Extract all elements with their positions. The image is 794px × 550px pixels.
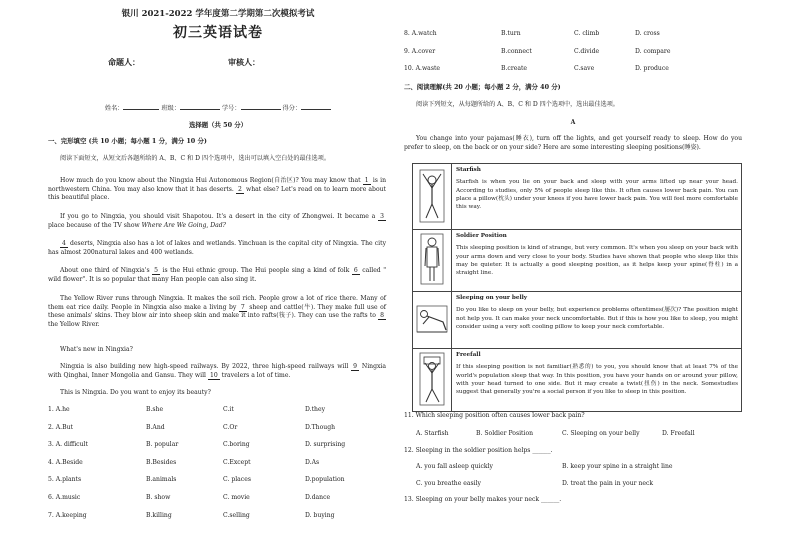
passage-intro: You change into your pajamas(睡衣), turn off the lights, and get yourself ready to sleep. How do you prefer to sleep, on the back or on your side? Here are some interesting sleeping positions(睡姿). (404, 135, 742, 151)
q11-option-a[interactable]: A. Starfish (416, 430, 449, 437)
position-row-freefall (413, 349, 741, 411)
score-field[interactable] (301, 103, 331, 110)
answer-option[interactable]: B.she (146, 406, 164, 413)
q12-option-d[interactable]: D. treat the pain in your neck (562, 480, 654, 487)
answer-option[interactable]: 4. A.Beside (48, 458, 83, 466)
position-name: Freefall (456, 352, 481, 358)
position-row-starfish (413, 164, 741, 230)
cloze-paragraph-4: About one third of Ningxia's 5 is the Hui ethnic group. The Hui people sing a kind of folk 6 called " wild flower". It is so popular that many Han people can also sing it. (48, 267, 387, 283)
q11-option-c[interactable]: C. Sleeping on your belly (562, 430, 640, 437)
answer-option[interactable]: C.save (574, 65, 595, 72)
answer-option[interactable]: B.killing (146, 511, 172, 519)
position-text: This sleeping position is kind of strange, but very common. It's when you sleep on your back with your arms down and very close to your body. Studies have shown that people who sleep like this may be quieter. It is actually a good sleeping position, as it helps keep your spine(脊柱) in a straight line. (456, 245, 738, 277)
q12-option-b[interactable]: B. keep your spine in a straight line (562, 463, 673, 470)
left-column (48, 0, 388, 550)
answer-option[interactable]: B. popular (146, 441, 179, 449)
answer-option[interactable]: D. surprising (305, 441, 346, 449)
exam-name: 初三英语试卷 (173, 25, 263, 41)
sleeping-positions-table (412, 163, 742, 412)
answer-option[interactable]: D.population (305, 476, 345, 484)
answer-option[interactable]: 3. A. difficult (48, 441, 88, 449)
cloze-paragraph-6: What's new in Ningxia? (60, 346, 133, 353)
answer-option[interactable]: D.Though (305, 423, 336, 431)
blank-5: 5 (154, 267, 158, 274)
starfish-sleeper-icon (413, 164, 452, 229)
question-11: 11. Which sleeping position often causes lower back pain? (404, 412, 585, 419)
cloze-title: 一、完形填空 (共 10 小题；每小题 1 分，满分 10 分) (48, 137, 207, 145)
setter-reviewer (108, 57, 368, 68)
answer-option[interactable]: B.turn (501, 30, 521, 37)
cloze-paragraph-5: The Yellow River runs through Ningxia. It makes the soil rich. People grow a lot of rice there. Many of them eat rice daily. People in Ningxia also make a living by 7 sheep and cattle(牛). They make full use of these animals' skins. They blow air into sheep skin and make it into rafts(筏子). They can use the rafts to 8 the Yellow River. (48, 295, 386, 328)
blank-7: 7 (240, 303, 245, 311)
question-13: 13. Sleeping on your belly makes your neck ______. (404, 496, 562, 503)
position-text: If this sleeping position is not familiar(熟悉的) to you, you should know that at least 7% of the world's population sleep that way. In this position, you have your hands on or around your pillow, with your head turned to one side. But it may create a twist(扭伤) in the neck. Somestudies suggest that generally you're a social person if you like to sleep in this position. (456, 364, 738, 396)
cloze-instruction: 阅读下面短文，从短文后各题所给的 A、B、C 和 D 四个选项中，选出可以填入空白处的最佳选项。 (60, 155, 330, 162)
answer-option[interactable]: D. cross (635, 30, 660, 37)
answer-option[interactable]: C.Or (223, 423, 238, 431)
q12-option-a[interactable]: A. you fall asleep quickly (416, 463, 494, 470)
answer-option[interactable]: C.divide (574, 47, 600, 55)
position-text: Starfish is when you lie on your back and sleep with your arms lifted up near your head. According to studies, only 5% of people sleep like this. It often causes lower back pain. You can place a pillow(枕头) under your knees if you have lower back pain. You will feel more comfortable this way. (456, 179, 738, 211)
answer-option[interactable]: B.connect (501, 47, 532, 55)
answer-option[interactable]: 5. A.plants (48, 476, 82, 484)
cloze-paragraph-8: This is Ningxia. Do you want to enjoy its beauty? (60, 389, 211, 396)
name-field[interactable] (123, 103, 159, 110)
answer-option[interactable]: 1. A.he (48, 406, 70, 413)
answer-option[interactable]: C.Except (223, 458, 251, 466)
answer-option[interactable]: D.dance (305, 494, 331, 501)
student-info-line: 姓名： 班级： 学号： 得分： (48, 103, 388, 114)
position-row-soldier (413, 230, 741, 292)
position-name: Starfish (456, 167, 481, 173)
blank-3: 3 (380, 213, 384, 220)
reviewer-label: 审核人： (228, 57, 260, 67)
answer-option[interactable]: D.As (305, 458, 320, 466)
belly-sleeper-icon (413, 292, 452, 348)
answer-option[interactable]: D.they (305, 406, 326, 413)
answer-option[interactable]: B. show (146, 494, 171, 501)
answer-option[interactable]: B.animals (146, 476, 177, 484)
blank-9: 9 (353, 363, 358, 370)
answer-option[interactable]: B.Besides (146, 458, 177, 466)
blank-4: 4 (62, 240, 66, 247)
position-name: Sleeping on your belly (456, 295, 528, 301)
cloze-paragraph-2: If you go to Ningxia, you should visit Shapotou. It's a desert in the city of Zhongwei. It became a 3 place because of the TV show Where Are We Going, Dad? (48, 213, 384, 229)
answer-option[interactable]: 6. A.music (48, 494, 81, 501)
q11-option-b[interactable]: B. Soldier Position (476, 430, 534, 437)
answer-option[interactable]: C. movie (223, 494, 250, 501)
answer-option[interactable]: C.boring (223, 441, 250, 449)
answer-option[interactable]: 8. A.watch (404, 30, 437, 37)
freefall-sleeper-icon (413, 349, 452, 411)
answer-option[interactable]: B.create (501, 65, 528, 72)
answer-option[interactable]: C.it (223, 406, 234, 413)
q12-option-c[interactable]: C. you breathe easily (416, 480, 481, 487)
passage-label: A (570, 119, 576, 126)
answer-option[interactable]: 7. A.keeping (48, 511, 87, 519)
student-id-field[interactable] (241, 103, 281, 110)
exam-school-title: 银川 2021-2022 学年度第二学期第二次模拟考试 (121, 9, 315, 19)
answer-option[interactable]: D. buying (305, 511, 335, 519)
cloze-paragraph-3: 4 deserts, Ningxia also has a lot of lakes and wetlands. Yinchuan is the capital city of Ningxia. The city has almost 200natural lakes and 400 wetlands. (48, 240, 387, 256)
class-field[interactable] (180, 103, 220, 110)
answer-option[interactable]: D. compare (635, 47, 671, 55)
right-column (404, 0, 744, 550)
question-12: 12. Sleeping in the soldier position helps ______. (404, 447, 553, 454)
reading-title: 二、阅读理解(共 20 小题；每小题 2 分，满分 40 分) (404, 83, 561, 91)
answer-option[interactable]: 2. A.But (48, 423, 73, 431)
answer-option[interactable]: 9. A.cover (404, 47, 436, 55)
answer-option[interactable]: C. climb (574, 30, 600, 37)
blank-8: 8 (380, 312, 384, 320)
answer-option[interactable]: C.selling (223, 511, 250, 519)
choice-section-title: 选择题（共 50 分） (188, 121, 248, 129)
reading-instruction: 阅读下列短文，从每题所给的 A、B、C 和 D 四个选项中，选出最佳选项。 (416, 101, 619, 108)
soldier-sleeper-icon (413, 230, 452, 291)
position-text: Do you like to sleep on your belly, but experience problems oftentimes(屡次)? The position might not help you. It can make your neck uncomfortable. But if this is how you like to sleep, you might consider using a very soft cooling pillow to keep your neck comfortable. (456, 307, 738, 330)
setter-label: 命题人： (108, 57, 140, 67)
blank-2: 2 (238, 185, 242, 193)
answer-option[interactable]: C. places (223, 476, 251, 484)
cloze-paragraph-7: Ningxia is also building new high-speed railways. By 2022, three high-speed railways will 9 Ningxia with Qinghai, Inner Mongolia and Gansu. They will 10 travelers a lot of time. (48, 363, 387, 379)
position-row-belly (413, 292, 741, 349)
blank-1: 1 (364, 177, 369, 184)
answer-option[interactable]: B.And (146, 423, 165, 431)
blank-10: 10 (209, 371, 218, 379)
cloze-paragraph-1: How much do you know about the Ningxia Hui Autonomous Region(自治区)? You may know that 1 is in northwestern China. You may also know that it has deserts. 2 what else? Let's read on to learn more about this beautiful place. (48, 177, 387, 202)
position-name: Soldier Position (456, 233, 507, 239)
answer-option[interactable]: 10. A.waste (404, 65, 440, 72)
q11-option-d[interactable]: D. Freefall (662, 430, 695, 437)
answer-option[interactable]: D. produce (635, 65, 669, 72)
blank-6: 6 (353, 267, 358, 274)
